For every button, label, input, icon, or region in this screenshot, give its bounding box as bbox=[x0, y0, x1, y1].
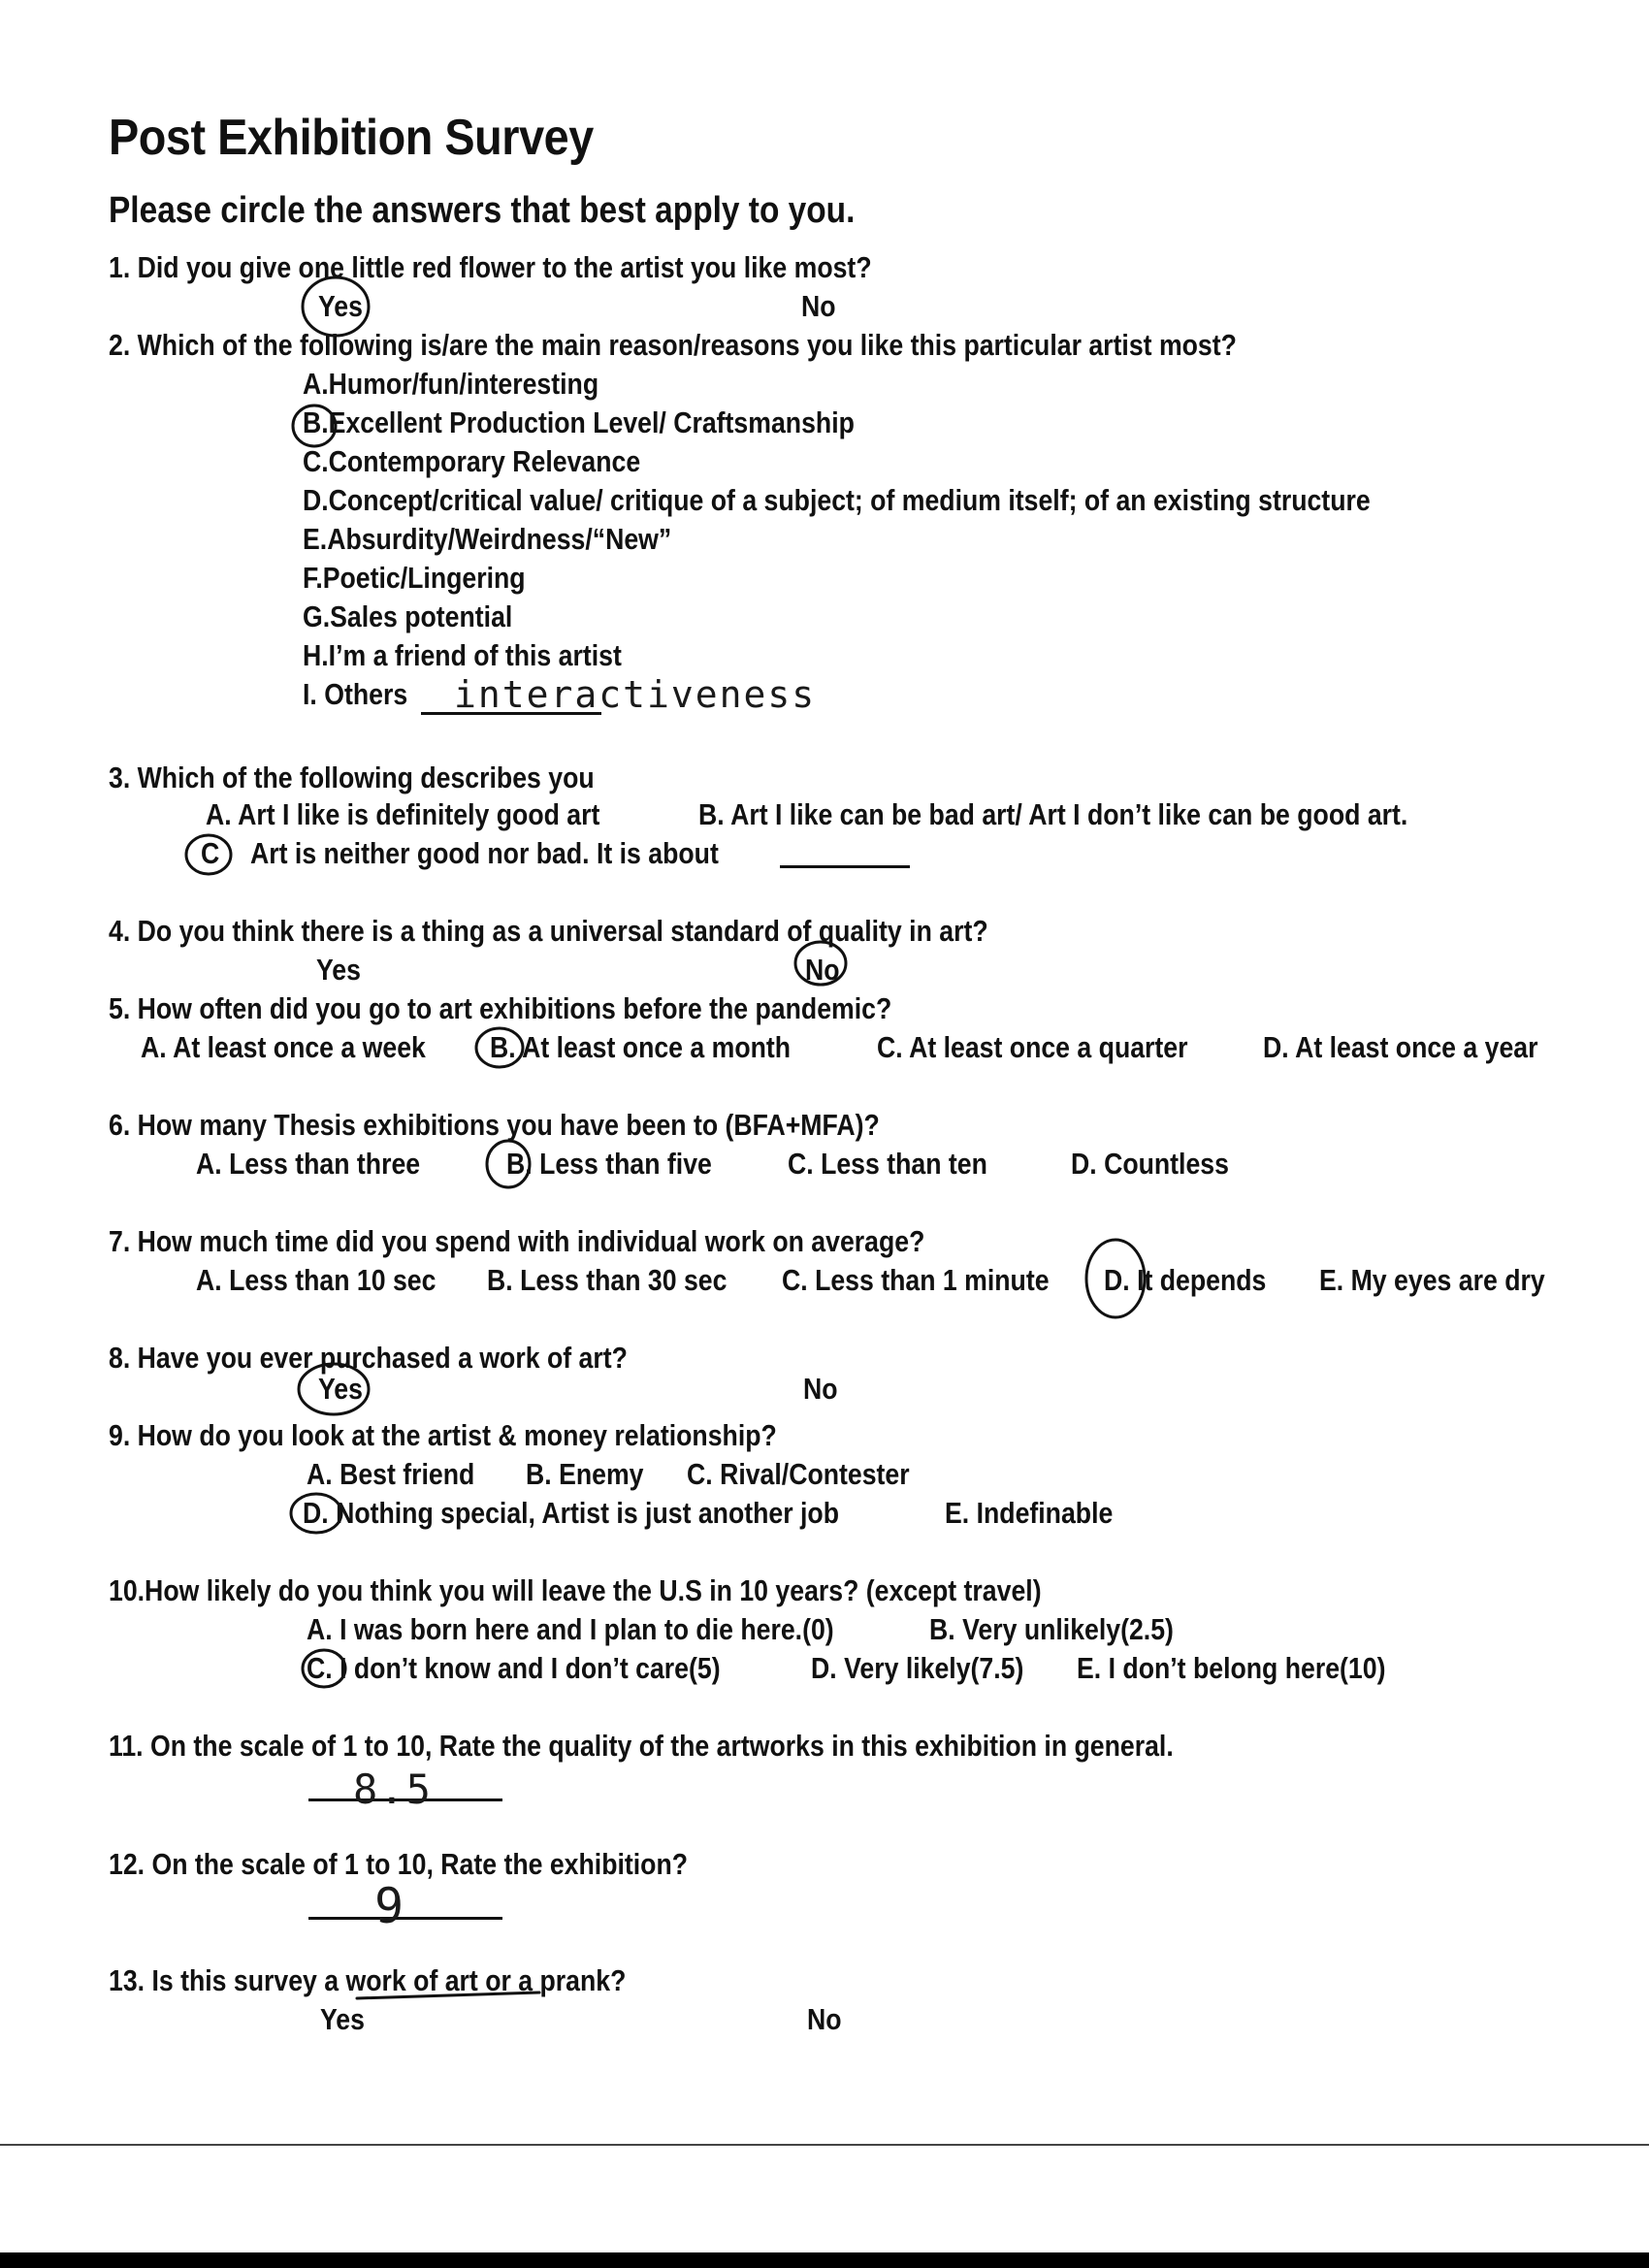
q6-option-c[interactable]: C. Less than ten bbox=[788, 1147, 987, 1181]
page-title: Post Exhibition Survey bbox=[109, 110, 594, 166]
q9-option-c[interactable]: C. Rival/Contester bbox=[687, 1457, 910, 1491]
q9-option-a[interactable]: A. Best friend bbox=[307, 1457, 475, 1491]
q2-option-f[interactable]: F.Poetic/Lingering bbox=[303, 561, 526, 595]
question-10: 10.How likely do you think you will leave the U.S in 10 years? (except travel) bbox=[109, 1573, 1042, 1607]
q2-option-b[interactable]: B.Excellent Production Level/ Craftsmanship bbox=[303, 405, 855, 439]
q9-option-e[interactable]: E. Indefinable bbox=[945, 1496, 1114, 1530]
q2-option-i[interactable]: I. Others bbox=[303, 677, 408, 711]
q8-option-yes[interactable]: Yes bbox=[318, 1372, 363, 1406]
q10-option-e[interactable]: E. I don’t belong here(10) bbox=[1077, 1651, 1386, 1685]
q3-option-a[interactable]: A. Art I like is definitely good art bbox=[206, 797, 600, 831]
q2-option-h[interactable]: H.I’m a friend of this artist bbox=[303, 638, 622, 672]
q2-option-c[interactable]: C.Contemporary Relevance bbox=[303, 444, 641, 478]
q1-option-no[interactable]: No bbox=[801, 289, 836, 323]
instruction-text: Please circle the answers that best apply to you. bbox=[109, 190, 856, 231]
question-2: 2. Which of the following is/are the main reason/reasons you like this particular artist most? bbox=[109, 328, 1237, 362]
q4-option-yes[interactable]: Yes bbox=[316, 953, 361, 987]
q6-option-a[interactable]: A. Less than three bbox=[196, 1147, 421, 1181]
q2-option-a[interactable]: A.Humor/fun/interesting bbox=[303, 367, 599, 401]
q2-option-g[interactable]: G.Sales potential bbox=[303, 599, 513, 633]
q3-option-b[interactable]: B. Art I like can be bad art/ Art I don’t like can be good art. bbox=[698, 797, 1408, 831]
q3-option-c[interactable]: Art is neither good nor bad. It is about bbox=[250, 836, 719, 870]
scan-edge-line bbox=[0, 2144, 1649, 2146]
q7-option-d[interactable]: D. It depends bbox=[1104, 1263, 1267, 1297]
q2-option-d[interactable]: D.Concept/critical value/ critique of a subject; of medium itself; of an existing structure bbox=[303, 483, 1371, 517]
question-11: 11. On the scale of 1 to 10, Rate the quality of the artworks in this exhibition in general. bbox=[109, 1729, 1174, 1763]
q5-option-a[interactable]: A. At least once a week bbox=[141, 1030, 426, 1064]
q10-option-c[interactable]: C. I don’t know and I don’t care(5) bbox=[307, 1651, 721, 1685]
q2-others-answer[interactable]: interactiveness bbox=[454, 673, 817, 716]
q1-option-yes[interactable]: Yes bbox=[318, 289, 363, 323]
question-1: 1. Did you give one little red flower to the artist you like most? bbox=[109, 250, 872, 284]
question-7: 7. How much time did you spend with individual work on average? bbox=[109, 1224, 925, 1258]
q10-option-b[interactable]: B. Very unlikely(2.5) bbox=[929, 1612, 1174, 1646]
q13-option-yes[interactable]: Yes bbox=[320, 2002, 365, 2036]
q2-option-e[interactable]: E.Absurdity/Weirdness/“New” bbox=[303, 522, 672, 556]
question-9: 9. How do you look at the artist & money relationship? bbox=[109, 1418, 777, 1452]
question-5: 5. How often did you go to art exhibitions before the pandemic? bbox=[109, 991, 892, 1025]
question-3: 3. Which of the following describes you bbox=[109, 761, 595, 794]
q9-option-b[interactable]: B. Enemy bbox=[526, 1457, 644, 1491]
q3-option-c-letter[interactable]: C bbox=[201, 836, 220, 870]
q10-option-d[interactable]: D. Very likely(7.5) bbox=[811, 1651, 1024, 1685]
q8-option-no[interactable]: No bbox=[803, 1372, 838, 1406]
q6-option-b[interactable]: B. Less than five bbox=[506, 1147, 712, 1181]
q7-option-a[interactable]: A. Less than 10 sec bbox=[196, 1263, 436, 1297]
q9-option-d[interactable]: D. Nothing special, Artist is just another job bbox=[303, 1496, 840, 1530]
question-8: 8. Have you ever purchased a work of art? bbox=[109, 1341, 628, 1375]
q3-answer-line bbox=[780, 865, 910, 868]
question-13: 13. Is this survey a work of art or a prank? bbox=[109, 1963, 627, 1997]
q10-option-a[interactable]: A. I was born here and I plan to die here.(0) bbox=[307, 1612, 834, 1646]
q6-option-d[interactable]: D. Countless bbox=[1071, 1147, 1229, 1181]
scan-edge-bottom bbox=[0, 2252, 1649, 2268]
q4-option-no[interactable]: No bbox=[805, 953, 840, 987]
q5-option-b[interactable]: B. At least once a month bbox=[490, 1030, 792, 1064]
q11-answer[interactable]: 8.5 bbox=[353, 1766, 433, 1813]
q5-option-c[interactable]: C. At least once a quarter bbox=[877, 1030, 1188, 1064]
q7-option-b[interactable]: B. Less than 30 sec bbox=[487, 1263, 728, 1297]
question-4: 4. Do you think there is a thing as a universal standard of quality in art? bbox=[109, 914, 988, 948]
question-12: 12. On the scale of 1 to 10, Rate the exhibition? bbox=[109, 1847, 689, 1881]
q7-option-c[interactable]: C. Less than 1 minute bbox=[782, 1263, 1050, 1297]
q13-option-no[interactable]: No bbox=[807, 2002, 842, 2036]
q5-option-d[interactable]: D. At least once a year bbox=[1263, 1030, 1538, 1064]
question-6: 6. How many Thesis exhibitions you have been to (BFA+MFA)? bbox=[109, 1108, 880, 1142]
q12-answer[interactable]: 9 bbox=[374, 1878, 406, 1934]
q7-option-e[interactable]: E. My eyes are dry bbox=[1319, 1263, 1545, 1297]
